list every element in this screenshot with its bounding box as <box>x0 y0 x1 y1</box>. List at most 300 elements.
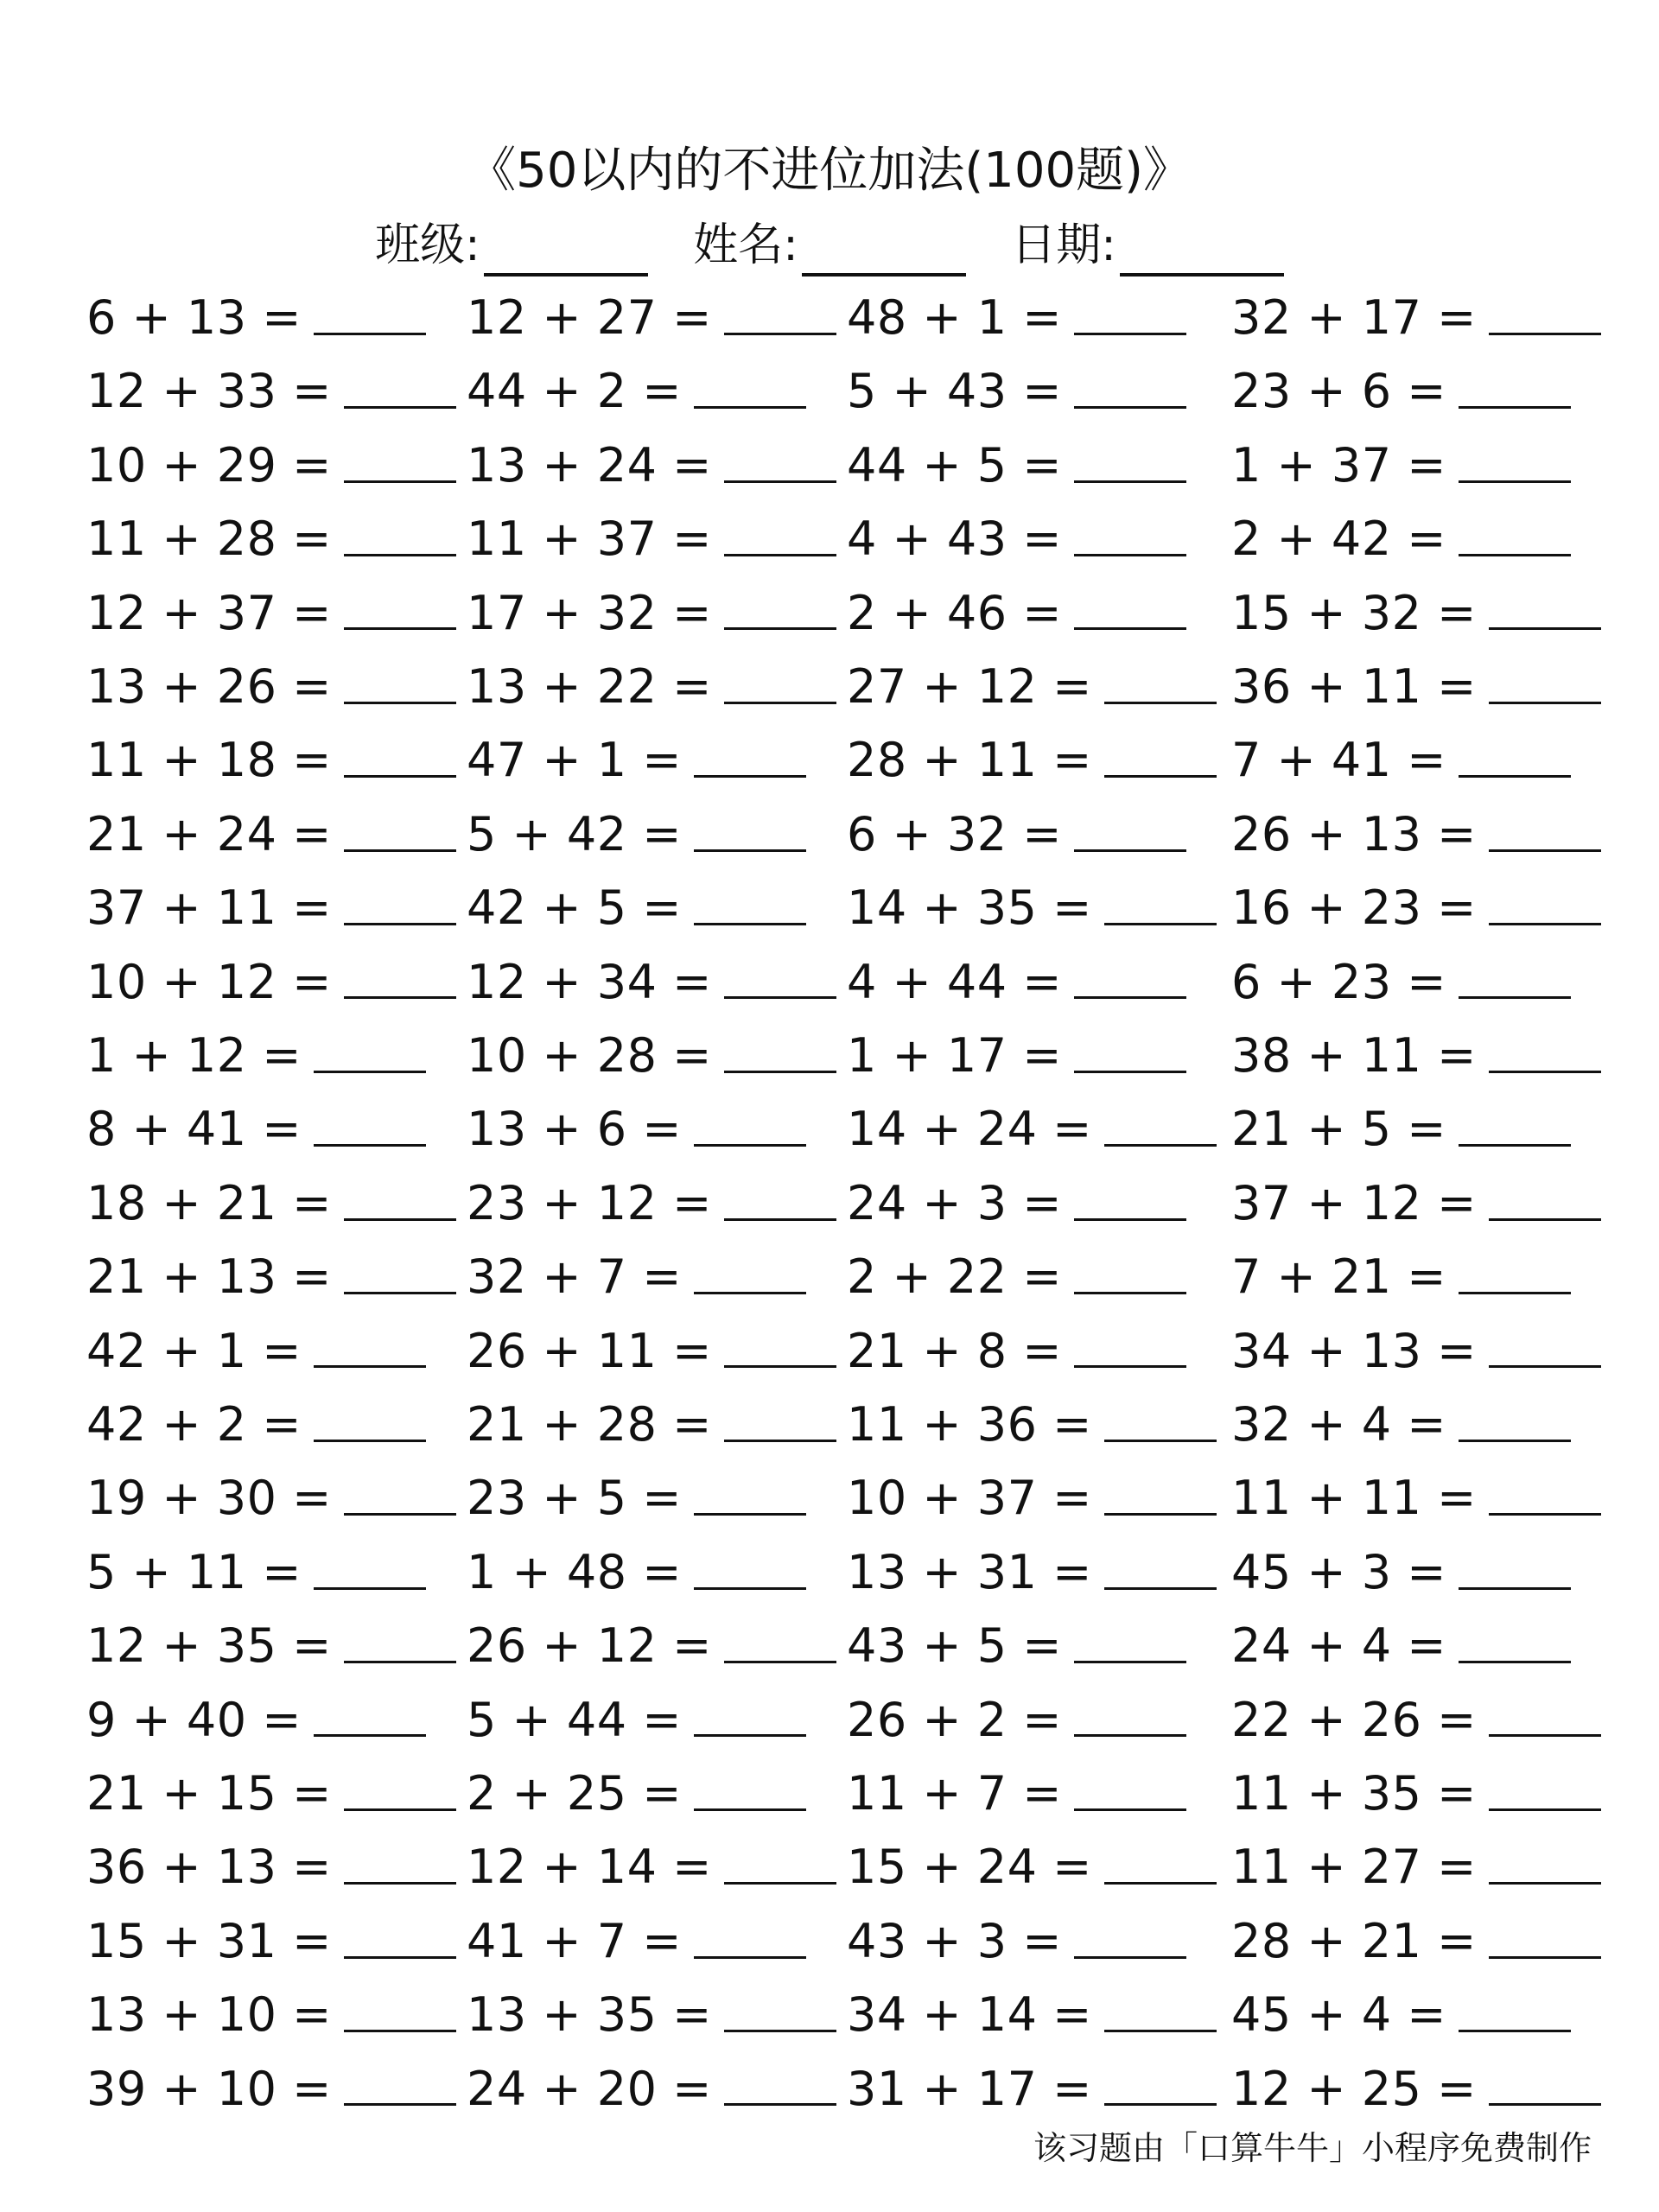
problem-expression: 10 + 28 = <box>467 1028 712 1083</box>
problem-item <box>467 1461 806 1535</box>
problem-expression: 42 + 1 = <box>86 1323 302 1378</box>
problem-item <box>467 2052 836 2126</box>
answer-blank[interactable] <box>724 307 836 335</box>
problem-expression: 44 + 5 = <box>847 437 1063 493</box>
problem-item <box>847 1388 1217 1461</box>
problem-item <box>467 1978 836 2051</box>
answer-blank[interactable] <box>694 380 806 409</box>
answer-blank[interactable] <box>1104 2004 1217 2032</box>
problem-expression: 12 + 35 = <box>86 1618 332 1674</box>
problem-item <box>86 1461 456 1535</box>
answer-blank[interactable] <box>344 380 456 409</box>
problem-expression: 11 + 18 = <box>86 733 332 788</box>
answer-blank[interactable] <box>344 897 456 925</box>
answer-blank[interactable] <box>1074 454 1186 483</box>
problem-expression: 12 + 34 = <box>467 954 712 1009</box>
problem-expression: 23 + 12 = <box>467 1175 712 1230</box>
answer-blank[interactable] <box>724 1045 836 1073</box>
problem-expression: 44 + 2 = <box>467 364 683 419</box>
problem-item <box>467 1830 836 1904</box>
problem-item <box>86 354 456 428</box>
problem-item <box>847 871 1217 944</box>
answer-blank[interactable] <box>344 1192 456 1221</box>
answer-blank[interactable] <box>1074 1635 1186 1663</box>
problem-expression: 1 + 48 = <box>467 1544 683 1599</box>
problem-item <box>86 1019 426 1092</box>
problem-expression: 43 + 3 = <box>847 1913 1063 1968</box>
problem-expression: 2 + 25 = <box>467 1766 683 1821</box>
problem-item <box>847 798 1186 871</box>
problem-item <box>467 1904 806 1978</box>
problem-item <box>86 1092 426 1166</box>
answer-blank[interactable] <box>314 1045 426 1073</box>
problem-expression: 6 + 13 = <box>86 290 302 345</box>
problem-item <box>1231 1240 1571 1313</box>
answer-blank[interactable] <box>694 1487 806 1516</box>
problem-expression: 24 + 3 = <box>847 1175 1063 1230</box>
problem-item <box>467 354 806 428</box>
problem-expression: 12 + 25 = <box>1231 2061 1477 2116</box>
answer-blank[interactable] <box>314 1561 426 1590</box>
answer-blank[interactable] <box>344 601 456 630</box>
problem-expression: 5 + 42 = <box>467 806 683 861</box>
problem-item <box>1231 798 1601 871</box>
problem-expression: 39 + 10 = <box>86 2061 332 2116</box>
date-input-line[interactable] <box>1120 228 1284 276</box>
problem-item <box>467 1757 806 1830</box>
problem-item <box>86 281 426 354</box>
problem-item <box>1231 650 1601 723</box>
answer-blank[interactable] <box>694 1930 806 1959</box>
problem-expression: 12 + 14 = <box>467 1840 712 1895</box>
problem-expression: 4 + 44 = <box>847 954 1063 1009</box>
problem-item <box>86 576 456 650</box>
problem-expression: 12 + 33 = <box>86 364 332 419</box>
problem-item <box>847 945 1186 1019</box>
answer-blank[interactable] <box>344 2004 456 2032</box>
problem-item <box>467 1019 836 1092</box>
answer-blank[interactable] <box>1074 528 1186 556</box>
answer-blank[interactable] <box>314 307 426 335</box>
answer-blank[interactable] <box>1459 528 1571 556</box>
answer-blank[interactable] <box>724 1192 836 1221</box>
answer-blank[interactable] <box>1104 2077 1217 2106</box>
answer-blank[interactable] <box>724 454 836 483</box>
answer-blank[interactable] <box>1489 823 1601 852</box>
answer-blank[interactable] <box>1459 1118 1571 1147</box>
problem-item <box>467 1683 806 1757</box>
answer-blank[interactable] <box>724 676 836 704</box>
problem-item <box>86 723 456 797</box>
answer-blank[interactable] <box>724 2077 836 2106</box>
answer-blank[interactable] <box>344 1635 456 1663</box>
answer-blank[interactable] <box>1104 1487 1217 1516</box>
problem-item <box>1231 1830 1601 1904</box>
answer-blank[interactable] <box>1074 1045 1186 1073</box>
problem-expression: 12 + 27 = <box>467 290 712 345</box>
answer-blank[interactable] <box>1074 970 1186 999</box>
problem-item <box>1231 1757 1601 1830</box>
problem-item <box>847 1535 1217 1609</box>
problem-item <box>1231 1609 1571 1682</box>
answer-blank[interactable] <box>1074 1339 1186 1368</box>
answer-blank[interactable] <box>1074 601 1186 630</box>
problem-item <box>847 1092 1217 1166</box>
problem-item <box>847 281 1186 354</box>
problem-expression: 21 + 28 = <box>467 1397 712 1452</box>
problem-item <box>847 1461 1217 1535</box>
problem-item <box>467 1314 836 1388</box>
answer-blank[interactable] <box>1459 380 1571 409</box>
problem-expression: 28 + 21 = <box>1231 1913 1477 1968</box>
problem-expression: 1 + 37 = <box>1231 437 1447 493</box>
problem-expression: 32 + 7 = <box>467 1249 683 1305</box>
problem-expression: 23 + 6 = <box>1231 364 1447 419</box>
problem-item <box>847 1904 1186 1978</box>
problem-expression: 11 + 11 = <box>1231 1471 1477 1526</box>
problem-expression: 36 + 13 = <box>86 1840 332 1895</box>
answer-blank[interactable] <box>694 1118 806 1147</box>
answer-blank[interactable] <box>1104 1856 1217 1885</box>
answer-blank[interactable] <box>1489 601 1601 630</box>
problem-item <box>86 798 456 871</box>
problem-expression: 11 + 28 = <box>86 512 332 567</box>
answer-blank[interactable] <box>724 1414 836 1442</box>
problem-expression: 43 + 5 = <box>847 1618 1063 1674</box>
problem-expression: 26 + 13 = <box>1231 806 1477 861</box>
date-field <box>1011 214 1284 276</box>
answer-blank[interactable] <box>1074 1192 1186 1221</box>
problem-item <box>467 1092 806 1166</box>
answer-blank[interactable] <box>1489 1192 1601 1221</box>
problem-expression: 12 + 37 = <box>86 585 332 640</box>
answer-blank[interactable] <box>314 1414 426 1442</box>
answer-blank[interactable] <box>1459 970 1571 999</box>
problem-expression: 37 + 11 = <box>86 880 332 936</box>
problem-expression: 6 + 23 = <box>1231 954 1447 1009</box>
answer-blank[interactable] <box>724 1339 836 1368</box>
problem-expression: 21 + 24 = <box>86 806 332 861</box>
problem-expression: 11 + 35 = <box>1231 1766 1477 1821</box>
problem-expression: 36 + 11 = <box>1231 659 1477 714</box>
problem-item <box>467 429 836 502</box>
problem-item <box>847 723 1217 797</box>
answer-blank[interactable] <box>724 528 836 556</box>
answer-blank[interactable] <box>1489 1708 1601 1737</box>
problem-item <box>847 2052 1217 2126</box>
answer-blank[interactable] <box>1459 2004 1571 2032</box>
problem-expression: 11 + 36 = <box>847 1397 1092 1452</box>
problem-item <box>467 502 836 575</box>
problem-item <box>847 1166 1186 1240</box>
problem-expression: 15 + 24 = <box>847 1840 1092 1895</box>
problem-item <box>86 1388 426 1461</box>
name-input-line[interactable] <box>802 228 966 276</box>
problem-item <box>86 1240 456 1313</box>
problem-expression: 11 + 37 = <box>467 512 712 567</box>
problem-item <box>1231 1092 1571 1166</box>
answer-blank[interactable] <box>1074 1783 1186 1811</box>
answer-blank[interactable] <box>1489 1339 1601 1368</box>
problem-expression: 42 + 2 = <box>86 1397 302 1452</box>
problem-item <box>847 576 1186 650</box>
answer-blank[interactable] <box>1104 749 1217 778</box>
problem-item <box>86 945 456 1019</box>
problem-expression: 22 + 26 = <box>1231 1692 1477 1747</box>
answer-blank[interactable] <box>1104 1561 1217 1590</box>
problem-expression: 11 + 27 = <box>1231 1840 1477 1895</box>
problem-expression: 24 + 4 = <box>1231 1618 1447 1674</box>
problem-expression: 13 + 24 = <box>467 437 712 493</box>
problem-item <box>467 723 806 797</box>
answer-blank[interactable] <box>1459 454 1571 483</box>
problem-expression: 42 + 5 = <box>467 880 683 936</box>
problem-item <box>847 502 1186 575</box>
answer-blank[interactable] <box>1489 1856 1601 1885</box>
answer-blank[interactable] <box>1459 1561 1571 1590</box>
problem-item <box>467 798 806 871</box>
answer-blank[interactable] <box>344 1856 456 1885</box>
problem-item <box>86 429 456 502</box>
answer-blank[interactable] <box>1459 1266 1571 1294</box>
problem-item <box>847 1757 1186 1830</box>
problem-item <box>1231 1683 1601 1757</box>
problem-item <box>1231 1019 1601 1092</box>
problem-expression: 2 + 42 = <box>1231 512 1447 567</box>
problem-item <box>1231 2052 1601 2126</box>
problem-expression: 7 + 41 = <box>1231 733 1447 788</box>
worksheet-title: 《50以内的不进位加法(100题)》 <box>467 143 1192 199</box>
problem-expression: 11 + 7 = <box>847 1766 1063 1821</box>
problem-item <box>847 1019 1186 1092</box>
problem-item <box>1231 1388 1571 1461</box>
problem-expression: 31 + 17 = <box>847 2061 1092 2116</box>
problem-item <box>467 945 836 1019</box>
problem-expression: 19 + 30 = <box>86 1471 332 1526</box>
problem-expression: 13 + 31 = <box>847 1544 1092 1599</box>
problem-expression: 15 + 32 = <box>1231 585 1477 640</box>
answer-blank[interactable] <box>344 454 456 483</box>
problem-item <box>86 650 456 723</box>
problem-item <box>467 281 836 354</box>
answer-blank[interactable] <box>1489 897 1601 925</box>
problem-item <box>86 1904 456 1978</box>
problem-expression: 5 + 44 = <box>467 1692 683 1747</box>
date-label: 日期: <box>1011 219 1116 271</box>
answer-blank[interactable] <box>724 1635 836 1663</box>
problem-expression: 21 + 8 = <box>847 1323 1063 1378</box>
problem-expression: 26 + 2 = <box>847 1692 1063 1747</box>
problem-item <box>847 354 1186 428</box>
answer-blank[interactable] <box>344 1783 456 1811</box>
problem-expression: 16 + 23 = <box>1231 880 1477 936</box>
answer-blank[interactable] <box>1074 380 1186 409</box>
problem-item <box>847 1314 1186 1388</box>
problem-item <box>467 650 836 723</box>
answer-blank[interactable] <box>1104 1118 1217 1147</box>
answer-blank[interactable] <box>314 1708 426 1737</box>
problem-expression: 26 + 12 = <box>467 1618 712 1674</box>
answer-blank[interactable] <box>344 676 456 704</box>
problem-item <box>847 650 1217 723</box>
problem-expression: 10 + 29 = <box>86 437 332 493</box>
problem-expression: 7 + 21 = <box>1231 1249 1447 1305</box>
problem-item <box>1231 1535 1571 1609</box>
problem-expression: 13 + 26 = <box>86 659 332 714</box>
answer-blank[interactable] <box>694 823 806 852</box>
answer-blank[interactable] <box>344 2077 456 2106</box>
answer-blank[interactable] <box>1104 897 1217 925</box>
answer-blank[interactable] <box>724 1856 836 1885</box>
problem-expression: 27 + 12 = <box>847 659 1092 714</box>
problem-expression: 28 + 11 = <box>847 733 1092 788</box>
answer-blank[interactable] <box>724 2004 836 2032</box>
answer-blank[interactable] <box>694 897 806 925</box>
problem-expression: 10 + 37 = <box>847 1471 1092 1526</box>
problem-item <box>1231 871 1601 944</box>
problem-item <box>1231 723 1571 797</box>
problem-item <box>86 1757 456 1830</box>
problem-expression: 9 + 40 = <box>86 1692 302 1747</box>
answer-blank[interactable] <box>344 1266 456 1294</box>
problem-item <box>847 1683 1186 1757</box>
answer-blank[interactable] <box>1459 749 1571 778</box>
answer-blank[interactable] <box>1489 2077 1601 2106</box>
answer-blank[interactable] <box>694 749 806 778</box>
answer-blank[interactable] <box>1489 1783 1601 1811</box>
problem-expression: 45 + 4 = <box>1231 1987 1447 2043</box>
answer-blank[interactable] <box>1074 307 1186 335</box>
answer-blank[interactable] <box>314 1118 426 1147</box>
answer-blank[interactable] <box>724 970 836 999</box>
problem-expression: 8 + 41 = <box>86 1102 302 1157</box>
answer-blank[interactable] <box>344 970 456 999</box>
answer-blank[interactable] <box>344 528 456 556</box>
problem-item <box>467 871 806 944</box>
answer-blank[interactable] <box>314 1339 426 1368</box>
problem-item <box>847 1830 1217 1904</box>
class-field <box>375 214 648 276</box>
answer-blank[interactable] <box>344 1487 456 1516</box>
problem-expression: 21 + 15 = <box>86 1766 332 1821</box>
answer-blank[interactable] <box>1074 823 1186 852</box>
problem-item <box>86 502 456 575</box>
name-label: 姓名: <box>693 219 798 271</box>
problem-item <box>1231 281 1601 354</box>
problem-grid <box>0 281 1659 2117</box>
problem-expression: 45 + 3 = <box>1231 1544 1447 1599</box>
problem-item <box>1231 576 1601 650</box>
problem-expression: 38 + 11 = <box>1231 1028 1477 1083</box>
problem-expression: 15 + 31 = <box>86 1913 332 1968</box>
answer-blank[interactable] <box>1074 1930 1186 1959</box>
answer-blank[interactable] <box>1104 1414 1217 1442</box>
problem-expression: 13 + 10 = <box>86 1987 332 2043</box>
problem-item <box>86 1978 456 2051</box>
problem-expression: 13 + 6 = <box>467 1102 683 1157</box>
problem-item <box>1231 945 1571 1019</box>
answer-blank[interactable] <box>344 1930 456 1959</box>
answer-blank[interactable] <box>1104 676 1217 704</box>
problem-expression: 18 + 21 = <box>86 1175 332 1230</box>
answer-blank[interactable] <box>344 749 456 778</box>
problem-item <box>1231 502 1571 575</box>
answer-blank[interactable] <box>724 601 836 630</box>
problem-item <box>467 1388 836 1461</box>
problem-item <box>467 1240 806 1313</box>
problem-expression: 1 + 12 = <box>86 1028 302 1083</box>
problem-item <box>467 1609 836 1682</box>
answer-blank[interactable] <box>694 1561 806 1590</box>
name-field <box>693 214 966 276</box>
problem-expression: 24 + 20 = <box>467 2061 712 2116</box>
class-input-line[interactable] <box>484 228 648 276</box>
problem-expression: 32 + 17 = <box>1231 290 1477 345</box>
answer-blank[interactable] <box>1489 1045 1601 1073</box>
problem-expression: 5 + 11 = <box>86 1544 302 1599</box>
problem-item <box>847 1609 1186 1682</box>
answer-blank[interactable] <box>694 1783 806 1811</box>
answer-blank[interactable] <box>1459 1414 1571 1442</box>
problem-expression: 14 + 24 = <box>847 1102 1092 1157</box>
student-info-fields <box>0 214 1659 276</box>
problem-item <box>1231 1461 1601 1535</box>
problem-expression: 23 + 5 = <box>467 1471 683 1526</box>
problem-item <box>1231 1166 1601 1240</box>
answer-blank[interactable] <box>344 823 456 852</box>
problem-item <box>86 871 456 944</box>
answer-blank[interactable] <box>1074 1708 1186 1737</box>
answer-blank[interactable] <box>1459 1635 1571 1663</box>
problem-expression: 41 + 7 = <box>467 1913 683 1968</box>
problem-item <box>86 1166 456 1240</box>
problem-expression: 21 + 13 = <box>86 1249 332 1305</box>
problem-item <box>847 429 1186 502</box>
problem-item <box>86 1683 426 1757</box>
problem-item <box>467 576 836 650</box>
problem-expression: 32 + 4 = <box>1231 1397 1447 1452</box>
problem-expression: 1 + 17 = <box>847 1028 1063 1083</box>
answer-blank[interactable] <box>1489 307 1601 335</box>
problem-expression: 26 + 11 = <box>467 1323 712 1378</box>
problem-item <box>86 1314 426 1388</box>
problem-expression: 34 + 13 = <box>1231 1323 1477 1378</box>
answer-blank[interactable] <box>1074 1266 1186 1294</box>
problem-expression: 21 + 5 = <box>1231 1102 1447 1157</box>
answer-blank[interactable] <box>694 1266 806 1294</box>
footer-credit: 该习题由「口算牛牛」小程序免费制作 <box>1033 2129 1592 2167</box>
class-label: 班级: <box>375 219 480 271</box>
problem-item <box>1231 1314 1601 1388</box>
answer-blank[interactable] <box>1489 1487 1601 1516</box>
problem-expression: 14 + 35 = <box>847 880 1092 936</box>
problem-expression: 4 + 43 = <box>847 512 1063 567</box>
answer-blank[interactable] <box>694 1708 806 1737</box>
problem-expression: 5 + 43 = <box>847 364 1063 419</box>
problem-expression: 2 + 46 = <box>847 585 1063 640</box>
problem-item <box>1231 1904 1601 1978</box>
problem-item <box>86 1609 456 1682</box>
problem-expression: 2 + 22 = <box>847 1249 1063 1305</box>
problem-expression: 6 + 32 = <box>847 806 1063 861</box>
answer-blank[interactable] <box>1489 1930 1601 1959</box>
problem-item <box>467 1166 836 1240</box>
problem-expression: 13 + 35 = <box>467 1987 712 2043</box>
problem-item <box>1231 354 1571 428</box>
problem-expression: 10 + 12 = <box>86 954 332 1009</box>
problem-item <box>86 1535 426 1609</box>
answer-blank[interactable] <box>1489 676 1601 704</box>
